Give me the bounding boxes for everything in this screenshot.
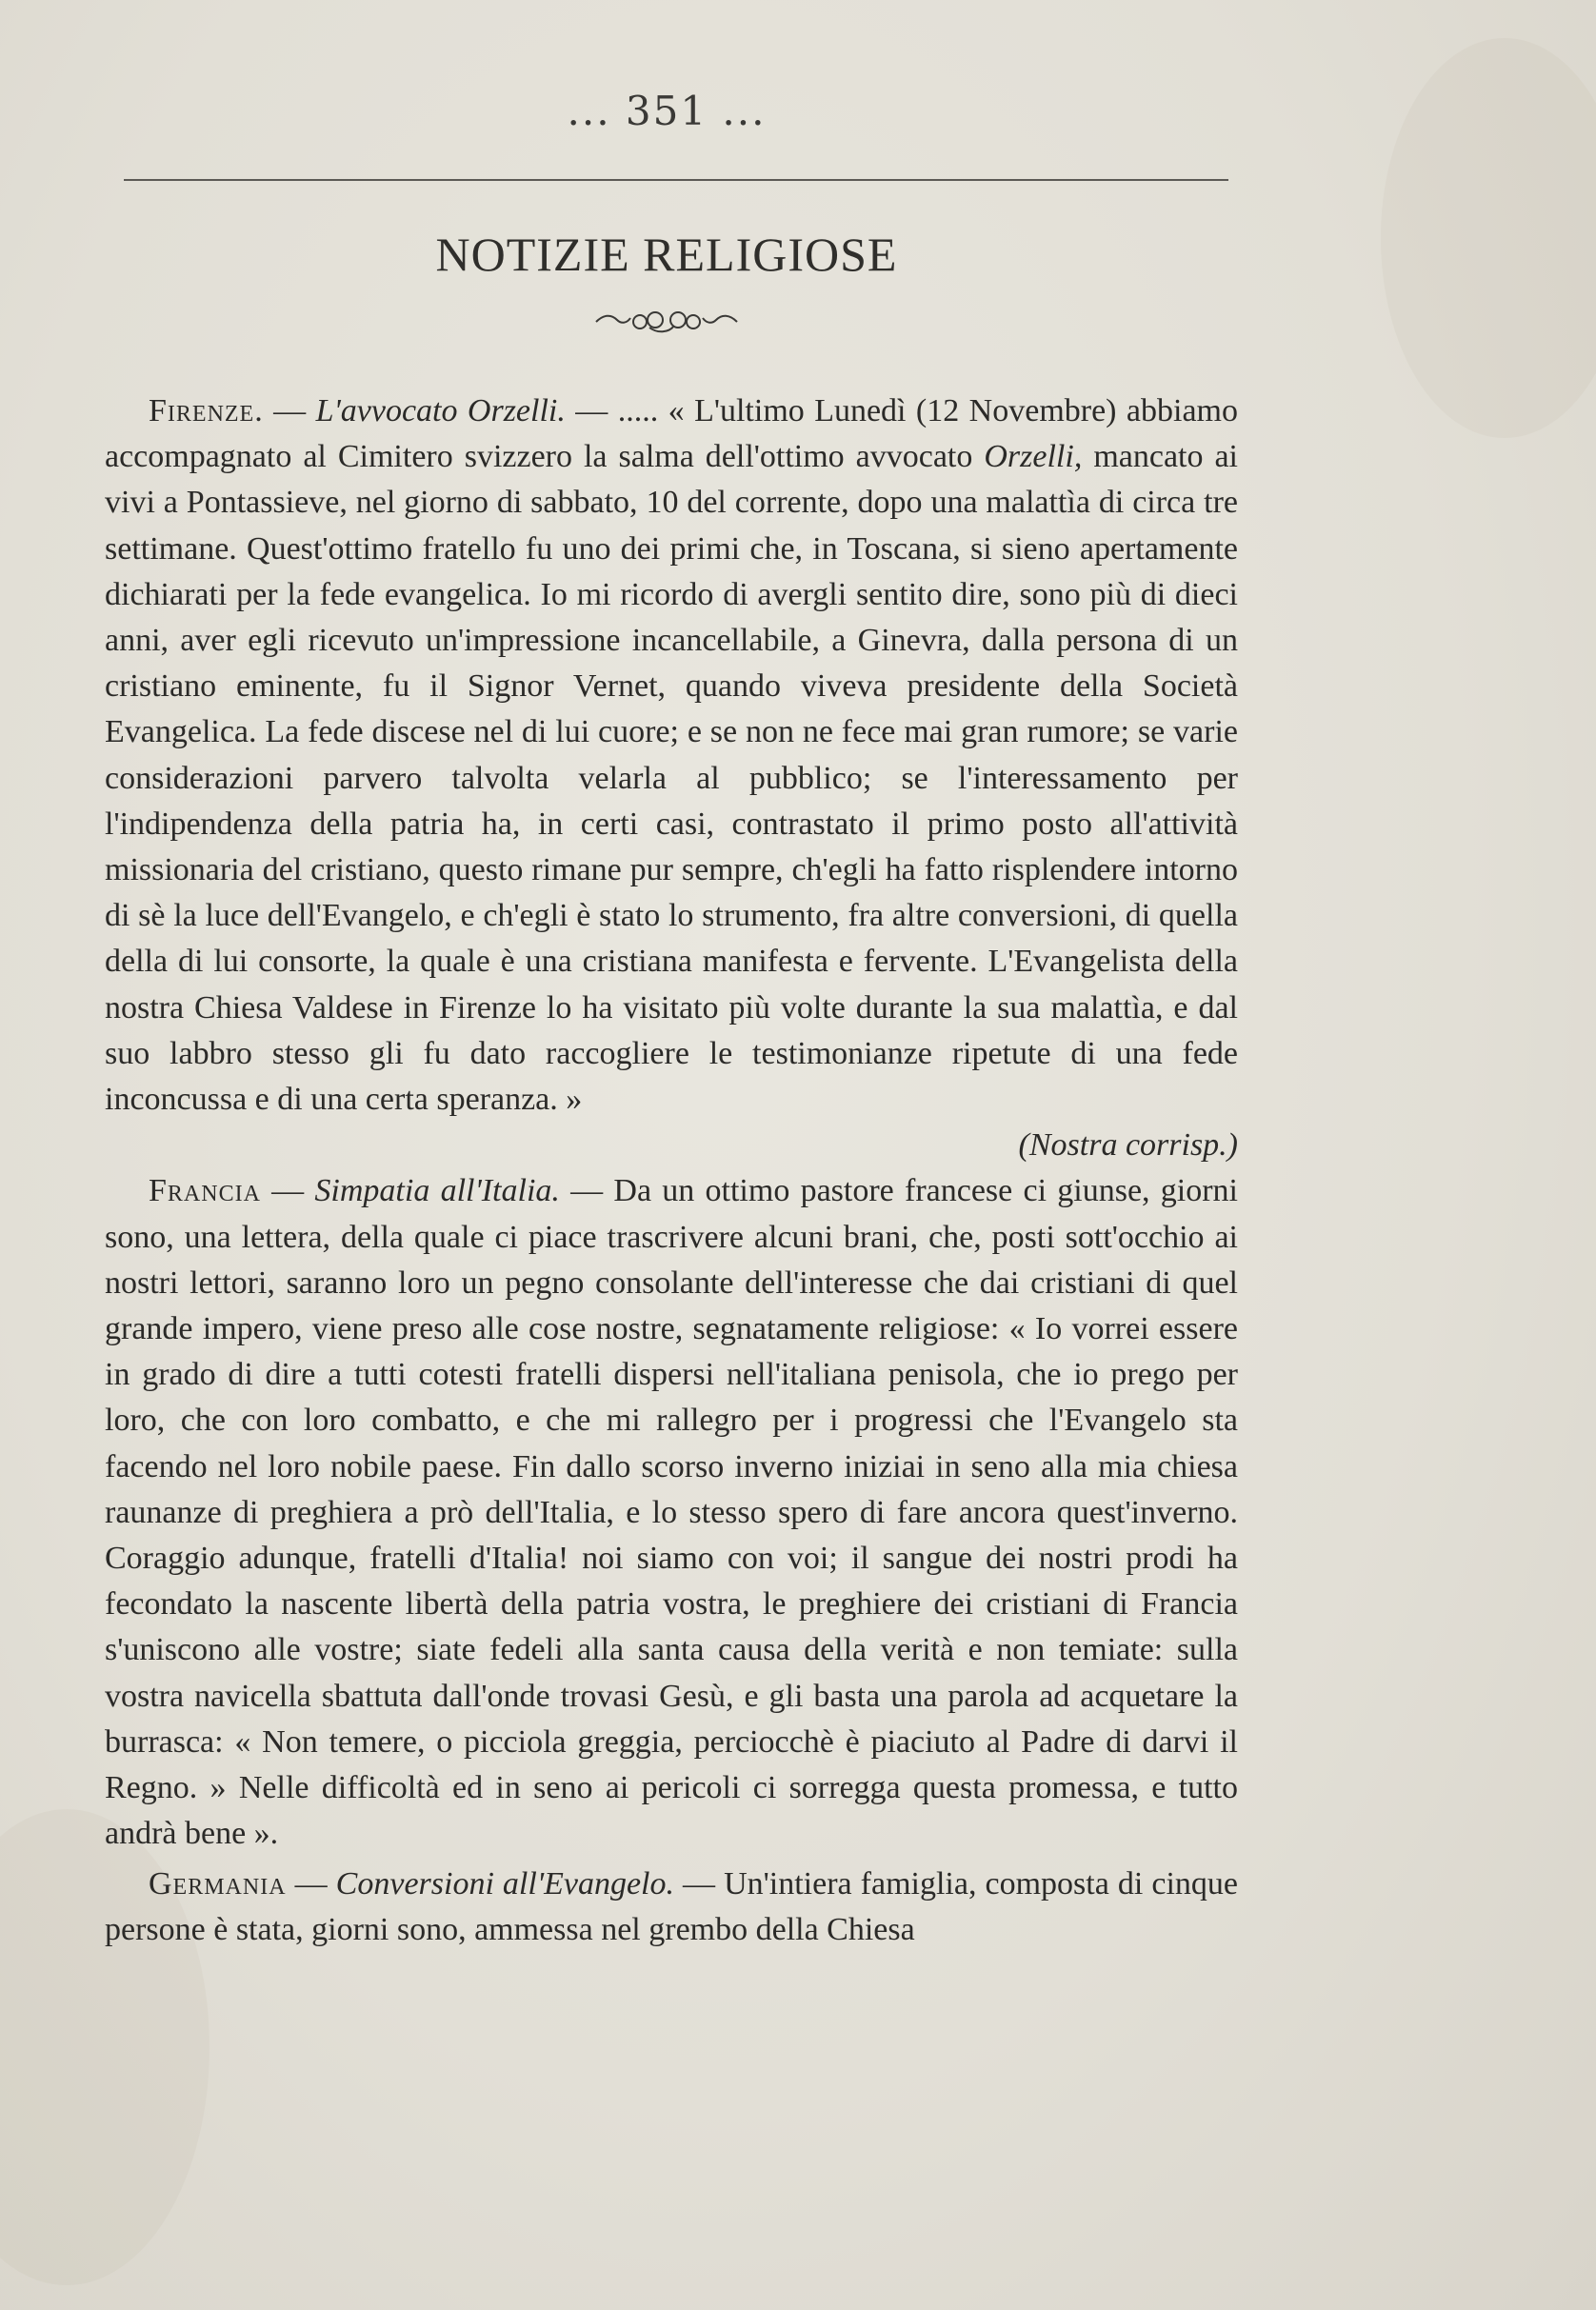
paper-stain (1381, 38, 1596, 438)
person-name: Orzelli, (984, 439, 1083, 475)
place-heading: Francia (149, 1173, 261, 1209)
correspondent-signature: (Nostra corrisp.) (1018, 1127, 1238, 1164)
decorative-flourish-icon (590, 303, 743, 341)
item-body: mancato ai vivi a Pontassieve, nel giorno di sabbato, 10 del corrente, dopo una malattìa di circa tre settimane. Quest'ottimo fratello fu uno dei primi che, in Toscana, si sieno apertamente dichiarati per la fede evangelica. Io mi ricordo di avergli sentito dire, sono più di dieci anni, aver egli ricevuto un'impressione incancellabile, a Ginevra, dalla persona di un cristiano eminente, fu il Signor Vernet, quando viveva presidente della Società Evangelica. La fede discese nel di lui cuore; e se non ne fece mai gran rumore; se varie considerazioni parvero talvolta velarla al pubblico; se l'interessamento per l'indipendenza della patria ha, in certi casi, contrastato il primo posto all'attività missionaria del cristiano, questo rimane pur sempre, ch'egli ha fatto risplendere intorno di sè la luce dell'Evangelo, e ch'egli è stato lo strumento, fra altre conversioni, di quella della di lui consorte, la quale è una cristiana manifesta e fervente. L'Evangelista della nostra Chiesa Valdese in Firenze lo ha visitato più volte durante la sua malattìa, e dal suo labbro stesso gli fu dato raccogliere le testimonianze ripetute di una fede inconcussa e di una certa speranza. » (105, 439, 1238, 1118)
news-item-germania (105, 1862, 1238, 1953)
separator: — (263, 393, 316, 428)
news-item-francia (105, 1168, 1238, 1857)
page-number: ... 351 ... (567, 88, 767, 134)
separator: — (559, 1173, 614, 1209)
item-subject: Conversioni all'Evangelo. (335, 1865, 674, 1902)
item-body: Un'intiera famiglia, composta di cinque persone è stata, giorni sono, ammessa nel grembo della Chiesa (105, 1865, 1239, 1947)
item-body: « L'ultimo Lunedì (12 Novembre) abbiamo accompagnato al Cimitero svizzero la salma dell'ottimo avvocato (105, 393, 1238, 475)
item-subject: L'avvocato Orzelli. (315, 393, 566, 428)
separator: — (674, 1865, 725, 1902)
article-body (105, 388, 1238, 1953)
separator: — ..... (565, 393, 668, 428)
place-heading: Firenze. (149, 393, 264, 428)
place-heading: Germania (149, 1865, 287, 1902)
item-subject: Simpatia all'Italia. (314, 1173, 560, 1209)
separator: — (286, 1865, 336, 1902)
news-item-firenze (105, 388, 1238, 1123)
page-title: NOTIZIE RELIGIOSE (435, 228, 898, 281)
header-rule (124, 179, 1228, 181)
item-body: Da un ottimo pastore francese ci giunse, giorni sono, una lettera, della quale ci piace trascrivere alcuni brani, che, posti sott'occhio ai nostri lettori, saranno loro un pegno consolante dell'interesse che dai cristiani di quel grande impero, viene preso alle cose nostre, segnatamente religiose: « Io vorrei essere in grado di dire a tutti cotesti fratelli dispersi nell'italiana penisola, che io prego per loro, che con loro combatto, e che mi rallegro per i progressi che l'Evangelo sta facendo nel loro nobile paese. Fin dallo scorso inverno iniziai in seno alla mia chiesa raunanze di preghiera a prò dell'Italia, e lo stesso spero di fare ancora quest'inverno. Coraggio adunque, fratelli d'Italia! noi siamo con voi; il sangue dei nostri prodi ha fecondato la nascente libertà della patria vostra, le preghiere dei cristiani di Francia s'uniscono alle vostre; siate fedeli alla santa causa della verità e non temiate: sulla vostra navicella sbattuta dall'onde trovasi Gesù, e gli basta una parola ad acquetare la burrasca: « Non temere, o picciola greggia, perciocchè è piaciuto al Padre di darvi il Regno. » Nelle difficoltà ed in seno ai pericoli ci sorregga questa promessa, e tutto andrà bene ». (105, 1173, 1239, 1852)
separator: — (260, 1173, 315, 1209)
